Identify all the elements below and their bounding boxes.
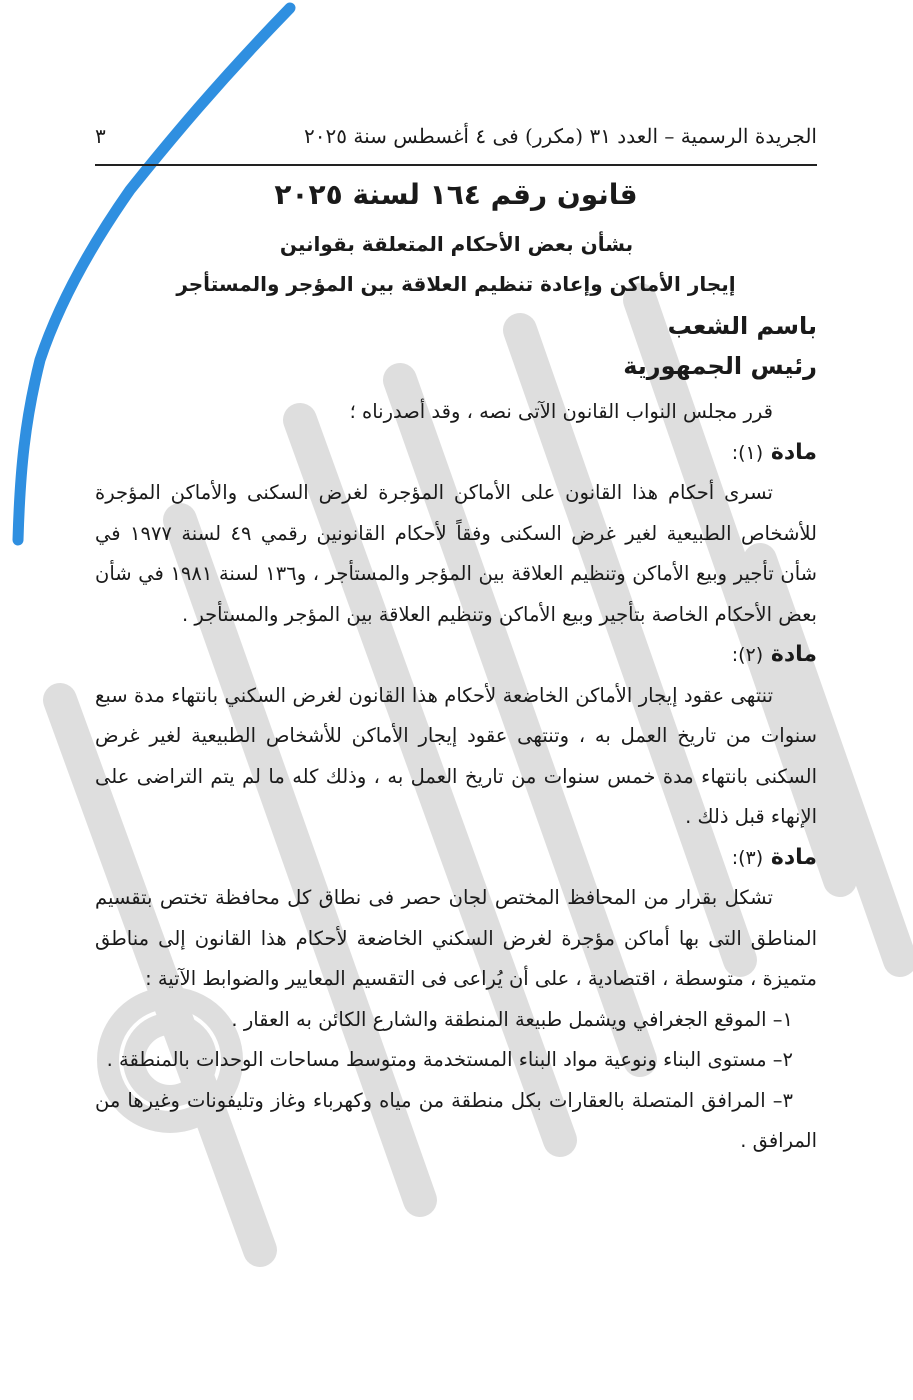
header-rule	[95, 164, 817, 166]
law-subtitle-line1: بشأن بعض الأحكام المتعلقة بقوانين	[279, 232, 634, 256]
article-heading	[95, 635, 817, 676]
article-heading	[95, 433, 817, 474]
article-label: مادة	[770, 642, 817, 667]
law-subtitle-line2: إيجار الأماكن وإعادة تنظيم العلاقة بين المؤجر والمستأجر	[176, 272, 736, 296]
publication-line: الجريدة الرسمية – العدد ٣١ (مكرر) فى ٤ أغسطس سنة ٢٠٢٥	[304, 124, 817, 148]
article-number: (٢):	[731, 644, 764, 666]
criteria-item: ٣– المرافق المتصلة بالعقارات بكل منطقة من مياه وكهرباء وغاز وتليفونات وغيرها من المرافق .	[95, 1088, 817, 1152]
criteria-item: ٢– مستوى البناء ونوعية مواد البناء المستخدمة ومتوسط مساحات الوحدات بالمنطقة .	[106, 1048, 793, 1071]
page-number: ٣	[95, 124, 106, 148]
preamble-people: باسم الشعب	[667, 312, 817, 340]
article-text: تنتهى عقود إيجار الأماكن الخاضعة لأحكام هذا القانون لغرض السكني بانتهاء مدة سبع سنوات من تاريخ العمل به ، وتنتهى عقود إيجار الأماكن للأشخاص الطبيعية لغير غرض السكنى بانتهاء مدة خمس سنوات من تاريخ العمل به ، وذلك كله ما لم يتم التراضى على الإنهاء قبل ذلك .	[95, 683, 817, 828]
criteria-item: ١– الموقع الجغرافي ويشمل طبيعة المنطقة والشارع الكائن به العقار .	[231, 1007, 793, 1031]
page-header	[95, 116, 817, 156]
preamble-president: رئيس الجمهورية	[623, 352, 817, 380]
article-heading	[95, 838, 817, 879]
article-number: (١):	[731, 441, 764, 464]
law-title: قانون رقم ١٦٤ لسنة ٢٠٢٥	[274, 178, 638, 211]
article-text: تسرى أحكام هذا القانون على الأماكن المؤجرة لغرض السكنى والأماكن المؤجرة للأشخاص الطبيعية لغير غرض السكنى وفقاً لأحكام القانونين رقمي ٤٩ لسنة ١٩٧٧ في شأن تأجير وبيع الأماكن وتنظيم العلاقة بين المؤجر والمستأجر ، و١٣٦ لسنة ١٩٨١ في شأن بعض الأحكام الخاصة بتأجير وبيع الأماكن وتنظيم العلاقة بين المؤجر والمستأجر .	[95, 481, 818, 626]
enactment-statement: قرر مجلس النواب القانون الآتى نصه ، وقد أصدرناه ؛	[349, 400, 773, 423]
article-label: مادة	[770, 844, 817, 870]
article-label: مادة	[770, 439, 817, 465]
article-number: (٣):	[731, 846, 764, 869]
article-text: تشكل بقرار من المحافظ المختص لجان حصر فى نطاق كل محافظة تختص بتقسيم المناطق التى بها أماكن مؤجرة لغرض السكني الخاضعة لأحكام هذا القانون إلى مناطق متميزة ، متوسطة ، اقتصادية ، على أن يُراعى فى التقسيم المعايير والضوابط الآتية :	[95, 886, 817, 990]
law-body	[95, 392, 817, 1162]
